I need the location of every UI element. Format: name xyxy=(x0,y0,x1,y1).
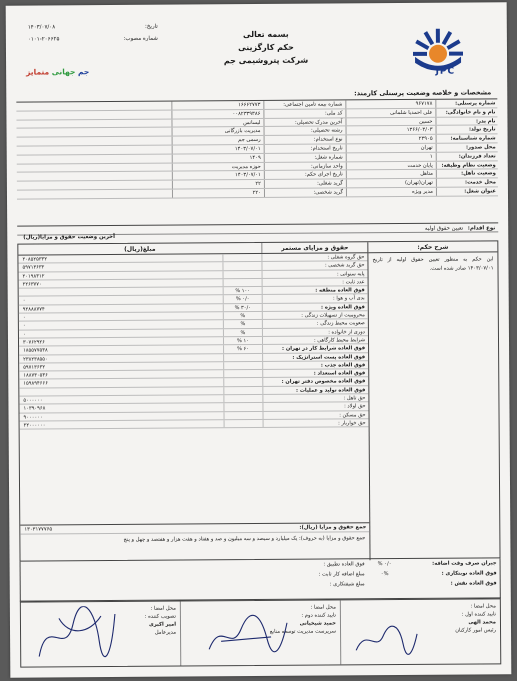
salary-item-amount: ۰ xyxy=(22,323,26,330)
date-value: ۱۴۰۳/۰۷/۰۸ xyxy=(27,24,56,31)
salary-item-percent: % ۳۰/۰ xyxy=(223,304,263,312)
salary-item-name: حق اولاد : xyxy=(344,403,366,410)
signature-block-3 xyxy=(21,602,180,667)
salary-item-name: دوری از خانواده : xyxy=(328,328,365,336)
bismillah-text: بسمه تعالی xyxy=(242,29,289,40)
info-value: ۲۲۰ xyxy=(172,189,264,197)
signature-scribble-icon xyxy=(351,622,421,658)
info-value: حسین xyxy=(345,117,435,125)
logo-text: JPC xyxy=(435,66,456,77)
info-label: گرید شغلی: xyxy=(264,180,346,188)
salary-item-percent xyxy=(223,362,263,370)
info-label: تاریخ تولد: xyxy=(436,126,498,134)
signatures-area xyxy=(20,598,501,667)
info-label: شماره شناسنامه: xyxy=(436,135,498,143)
salary-item-percent: % ۶۰ xyxy=(223,345,263,353)
salary-item-amount xyxy=(19,387,223,396)
status-line: آخرین وضعیت حقوق و مزایا(ریال) xyxy=(23,233,115,241)
salary-amount-heading: مبلغ(ریال) xyxy=(18,243,262,255)
salary-item-percent xyxy=(223,354,263,362)
sig2-title: سرپرست مدیریت توسعه منابع xyxy=(269,628,337,635)
info-label: شماره پرسنلی: xyxy=(435,99,497,107)
extra-name: فوق العاده نقش : xyxy=(450,580,497,587)
extra-other-label: مبلغ اضافه کار ثابت : xyxy=(318,571,365,578)
salary-item-percent xyxy=(223,370,263,378)
info-label: شماره بیمه تامین اجتماعی: xyxy=(263,100,345,108)
total-label: جمع حقوق و مزایا (ریال): xyxy=(299,524,367,531)
salary-item-percent: % ۱۰۰ xyxy=(223,287,263,295)
company-name: شرکت پتروشیمی جم xyxy=(223,55,309,66)
salary-items-heading: حقوق و مزایای مستمر xyxy=(281,244,349,252)
salary-item-name: عدد ثابت : xyxy=(342,279,365,286)
salary-section xyxy=(17,240,500,561)
salary-item-amount: ۰ xyxy=(22,331,26,338)
info-value: ۲۲ xyxy=(172,180,264,188)
salary-item-name: پایه سنواتی : xyxy=(336,270,365,278)
document-meta xyxy=(28,21,158,46)
info-value: ۱۴۰۹ xyxy=(172,154,264,162)
salary-item-percent xyxy=(222,254,262,262)
decree-document xyxy=(6,2,512,677)
total-value: ۱۳۰۳۱۷۷۷۶۵ xyxy=(24,526,53,533)
form-title: حکم کارگزینی xyxy=(238,42,294,53)
description-heading: شرح حکم: xyxy=(368,241,497,253)
info-label: گرید شخصی: xyxy=(264,188,346,196)
salary-item-name: صعوبت محیط زندگی : xyxy=(316,320,365,327)
salary-item-amount: ۹۰۰۰۰۰۰ xyxy=(23,414,43,421)
salary-item-name: فوق العاده جذب : xyxy=(320,362,366,369)
salary-item-percent: % ۰/۰ xyxy=(223,295,263,303)
info-value: مدیر ویژه xyxy=(346,188,436,196)
salary-item-percent xyxy=(223,271,263,279)
salary-item-amount: ۰ xyxy=(22,314,26,321)
brand-slogan xyxy=(26,67,89,76)
info-value: ۱۶۶۶۲۷۷۳ xyxy=(171,101,263,109)
salary-item-name: حق خواربار : xyxy=(338,420,366,427)
info-value: ۱۳۶۶/۰۳/۰۳ xyxy=(346,126,436,134)
salary-item-name: فوق العاده منطقه : xyxy=(315,287,365,294)
sig3-place: محل امضا : xyxy=(150,605,176,612)
salary-item-name: محرومیت از تسهیلات زندگی : xyxy=(301,312,365,319)
sig3-role: تصویب کننده : xyxy=(144,613,176,620)
info-label: تاریخ استخدام: xyxy=(264,144,346,152)
salary-item-amount: ۱۸۸۷۳۰۵۳۶ xyxy=(23,372,48,379)
date-label: تاریخ: xyxy=(144,23,158,30)
info-value: حوزه مدیریت xyxy=(172,163,264,171)
salary-item-amount: ۲۰۸۵۲۵۳۳۲ xyxy=(22,256,48,263)
personnel-info-table xyxy=(16,98,498,225)
info-value: علی احمدیا شلمانی xyxy=(345,109,435,117)
info-label: محل صدور: xyxy=(436,143,498,151)
info-label: نوع استخدام: xyxy=(264,136,346,144)
action-value: تعیین حقوق اولیه xyxy=(424,225,464,232)
salary-items-list xyxy=(18,253,368,430)
info-label: تاریخ اجرای حکم: xyxy=(264,171,346,179)
info-value: لیسانس xyxy=(171,119,263,127)
action-label: نوع اقدام: xyxy=(467,225,496,232)
extra-percent xyxy=(365,579,405,589)
total-words-value: یک میلیارد و سیصد و سه میلیون و صد و هفتاد و هفت هزار و هفتصد و چهل و پنج xyxy=(123,535,298,543)
salary-item-amount: ۲۲۶۳۷۷۰ xyxy=(22,281,42,288)
salary-item-amount: ۹۲۸۸۸۷۷۴ xyxy=(22,306,45,313)
salary-item-percent: % ۱۰ xyxy=(223,337,263,345)
number-label: شماره مصوب: xyxy=(123,35,158,42)
salary-item-amount: ۵۹۷۱۳۶۳۲ xyxy=(22,264,45,271)
totals-box xyxy=(20,522,369,562)
info-value: رسمی جم xyxy=(172,136,264,144)
salary-item-name: فوق العاده شرایط کار در تهران : xyxy=(282,345,366,353)
salary-item-percent xyxy=(223,403,263,411)
salary-item-amount xyxy=(19,287,223,296)
salary-item-amount: ۲۲۰۰۰۰۰۰ xyxy=(23,422,46,429)
title-block xyxy=(196,27,336,67)
brand-word-2: جهانی xyxy=(51,67,76,77)
info-label: شماره شغل: xyxy=(264,153,346,161)
signature-scribble-icon xyxy=(29,606,119,665)
salary-item-percent xyxy=(224,420,264,428)
info-value: ۱۴۰۳/۰۷/۰۱ xyxy=(172,171,264,179)
info-value: ۱۴۰۳/۰۷/۰۱ xyxy=(172,145,264,153)
description-text: این حکم به منظور تعیین حقوق اولیه از تاریخ ۱۴۰۳/۰۷/۰۱ صادر شده است. xyxy=(372,256,494,272)
brand-word-3: متمایز xyxy=(26,67,50,77)
salary-item-row xyxy=(20,419,369,430)
extra-name: فوق العاده نوبتکاری : xyxy=(441,570,497,577)
salary-item-percent xyxy=(223,387,263,395)
salary-item-percent: % xyxy=(223,320,263,328)
salary-item-name: فوق العاده ویژه : xyxy=(320,304,365,311)
extra-allowances xyxy=(20,558,501,601)
info-label: وضعیت تاهل: xyxy=(436,170,498,178)
info-label: نام پدر: xyxy=(435,117,497,125)
salary-item-name: شرایط محیط کارگاهی : xyxy=(313,337,366,344)
salary-item-percent xyxy=(223,395,263,403)
salary-item-percent: % xyxy=(223,329,263,337)
info-label: وضعیت نظام وظیفه: xyxy=(436,161,498,169)
salary-item-name: حق تاهل : xyxy=(343,395,366,402)
salary-item-amount: ۱۵۹۸۹۴۶۶۶ xyxy=(23,380,48,388)
salary-item-name: فوق العاده تولید و عملیات : xyxy=(295,387,366,394)
salary-item-amount: ۲۰۱۹۸۳۱۲ xyxy=(22,273,45,280)
salary-item-percent xyxy=(223,279,263,287)
salary-item-amount: ۲۳۸۲۳۸۵۵۰ xyxy=(23,356,48,363)
info-label: عنوان شغل: xyxy=(436,187,498,195)
salary-item-percent xyxy=(223,378,263,386)
salary-item-amount: ۳۰۷۶۲۹۲۶ xyxy=(22,339,45,346)
info-value: تهران(تهران) xyxy=(346,179,436,187)
salary-item-name: بدی آب و هوا : xyxy=(333,295,365,302)
info-value: ۲۳۹۰۵ xyxy=(346,135,436,143)
number-value: ۰۱۰۱-۲۰۶۶۲۵ xyxy=(27,36,60,43)
info-label: محل خدمت: xyxy=(436,178,498,186)
salary-item-amount: ۵۰۰۰۰۰۰ xyxy=(23,397,43,404)
extra-name: جبران صرف وقت اضافه: xyxy=(432,560,497,567)
description-column xyxy=(367,241,499,560)
extra-row xyxy=(21,578,500,591)
info-value: متاهل xyxy=(346,170,436,178)
info-value: تهران xyxy=(346,144,436,152)
info-label: تعداد فرزندان: xyxy=(436,152,498,160)
info-value: پایان خدمت xyxy=(346,161,436,169)
sig1-place: محل امضا : xyxy=(470,603,496,610)
sig1-title: رئیس امور کارکنان xyxy=(455,627,497,634)
sig1-role: تایید کننده اول : xyxy=(461,611,496,618)
salary-item-name: فوق العاده استعداد : xyxy=(313,370,366,377)
info-value: ۰۰۸۲۳۳۹۳۸۶ xyxy=(171,110,263,118)
salary-item-amount: ۵۹۷۱۳۶۳۲ xyxy=(23,364,46,371)
info-label: واحد سازمانی: xyxy=(264,162,346,170)
sig2-place: محل امضا : xyxy=(310,604,336,611)
salary-item-name: حق مسکن : xyxy=(339,411,366,419)
brand-word-1: جم xyxy=(77,67,90,77)
salary-item-name: حق گروه شغلی : xyxy=(327,254,365,261)
total-words-label: جمع حقوق و مزایا (به حروف): xyxy=(299,535,366,542)
info-value: مدیریت بازرگانی xyxy=(172,127,264,135)
info-label: کد ملی: xyxy=(263,109,345,117)
document-header xyxy=(6,2,508,85)
info-label: آخرین مدرک تحصیلی: xyxy=(263,118,345,126)
sig3-name: امیر اکبری xyxy=(148,621,177,628)
salary-item-name: فوق العاده پست استراتژیک : xyxy=(292,353,366,361)
extra-other-label: مبلغ شیفتکاری : xyxy=(329,581,365,588)
sig2-name: حمید شیخیانی xyxy=(299,620,337,627)
salary-item-amount: ۱۸۵۵۷۷۵۳۸ xyxy=(23,347,48,354)
info-value: ۱ xyxy=(346,153,436,161)
extra-percent: % ۰/۰ xyxy=(377,561,392,568)
signature-block-2 xyxy=(180,600,340,665)
signature-scribble-icon xyxy=(201,609,291,660)
sig1-name: محمد الهی xyxy=(468,619,496,626)
extra-other-label: فوق العاده تطبیق : xyxy=(323,561,365,568)
section-title: مشخصات و خلاصه وضعیت پرسنلی کارمند: xyxy=(354,88,492,98)
info-label: رشته تحصیلی: xyxy=(264,127,346,135)
salary-item-name: فوق العاده مخصوص دفتر تهران : xyxy=(281,378,366,386)
salary-item-percent: % xyxy=(223,312,263,320)
signature-block-1 xyxy=(340,599,500,664)
sig2-role: تایید کننده دوم : xyxy=(301,612,336,619)
salary-item-amount: ۱۰۳۹۰۹۶۸ xyxy=(23,405,46,412)
salary-item-percent xyxy=(222,262,262,270)
extra-percent: ۰% xyxy=(380,571,389,578)
sig3-title: مدیرعامل xyxy=(154,629,177,636)
salary-item-amount: ۰ xyxy=(22,298,26,305)
salary-item-percent xyxy=(224,412,264,420)
info-value: ۹۶۷۱۷۸ xyxy=(345,100,435,108)
salary-item-name: حق گرید شخصی : xyxy=(324,262,365,269)
info-label: نام و نام خانوادگی: xyxy=(435,108,497,116)
